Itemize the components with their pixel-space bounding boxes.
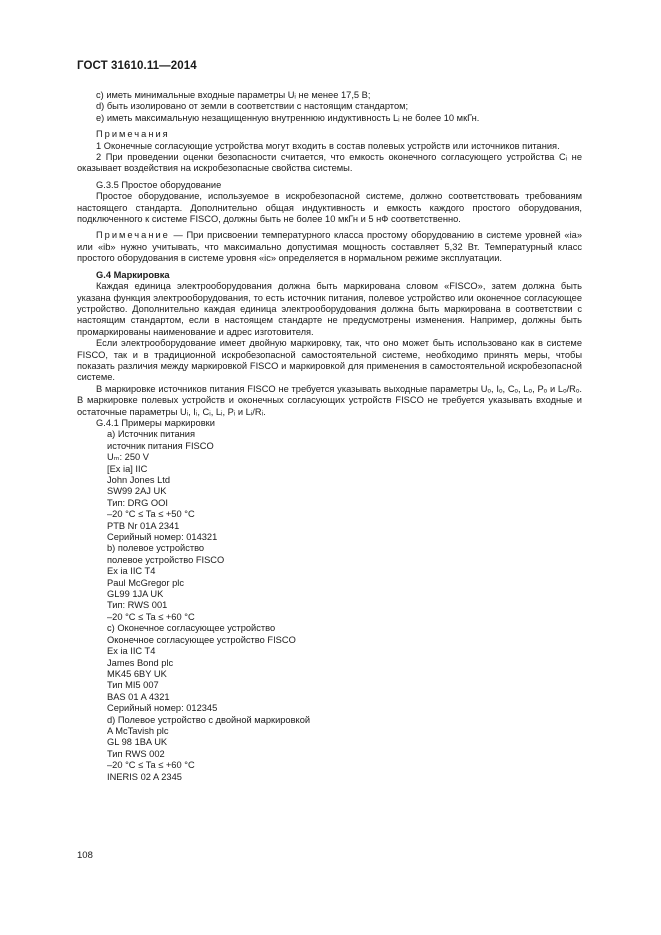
marking-line: –20 °С ≤ Ta ≤ +50 °С [107, 509, 195, 520]
marking-line: Paul McGregor plc [107, 577, 184, 588]
marking-line: John Jones Ltd [107, 475, 171, 485]
marking-examples [77, 429, 582, 783]
section-heading: G.4.1 Примеры маркировки [96, 417, 215, 428]
section-g4 [77, 270, 582, 418]
notes-title: Примечания [96, 129, 170, 140]
marking-line: GL 98 1BA UK [107, 737, 168, 748]
marking-line: INERIS 02 A 2345 [107, 771, 182, 782]
marking-line: b) полевое устройство [107, 543, 205, 554]
marking-line: [Ex ia] IIC [107, 463, 148, 474]
marking-line: Серийный номер: 014321 [107, 532, 218, 543]
marking-line: Ex ia IIC T4 [107, 646, 156, 657]
marking-line: полевое устройство FISCO [107, 554, 225, 565]
note-label: Примечание [96, 230, 170, 241]
notes-block [77, 129, 582, 175]
paragraph: Каждая единица электрооборудования должна быть маркирована словом «FISCO», затем должна быть указана функция электрооборудования, то есть источник питания, полевое устройство или оконечное согласующее устройство. Дополнительно каждая единица электрооборудования должна быть маркирована в соответствии с настоящим стандартом, если в настоящем стандарте не предусмотрены изменения. Например, должны быть промаркированы наименование и адрес изготовителя. [77, 281, 582, 337]
marking-line: Тип: RWS 001 [107, 600, 168, 611]
marking-line: PTB Nr 01A 2341 [107, 520, 180, 531]
note-item: 2 При проведении оценки безопасности считается, что емкость оконечного согласующего устройства Cᵢ не оказывает воздействия на искробезопасные свойства системы. [77, 152, 582, 174]
page-number: 108 [77, 850, 93, 861]
marking-line: d) Полевое устройство с двойной маркировкой [107, 714, 311, 725]
marking-line: GL99 1JA UK [107, 589, 164, 600]
marking-line: Тип RWS 002 [107, 748, 165, 759]
note-paragraph [77, 230, 582, 264]
marking-line: Ex ia IIC T4 [107, 566, 156, 577]
marking-line: BAS 01 A 4321 [107, 691, 170, 702]
page-header: ГОСТ 31610.11—2014 [77, 60, 197, 72]
marking-line: источник питания FISCO [107, 440, 214, 451]
list-item: d) быть изолировано от земли в соответствии с настоящим стандартом; [96, 101, 409, 112]
paragraph: Простое оборудование, используемое в искробезопасной системе, должно соответствовать требованиям настоящего стандарта. Дополнительно общая индуктивность и емкость каждого простого оборудования, подключенного к системе FISCO, должны быть не более 10 мкГн и 5 нФ соответственно. [77, 191, 582, 225]
section-g35 [77, 180, 582, 265]
marking-line: SW99 2AJ UK [107, 486, 167, 497]
marking-line: Тип: DRG OOI [107, 497, 168, 508]
marking-line: Тип MI5 007 [107, 680, 159, 691]
note-item: 1 Оконечные согласующие устройства могут входить в состав полевых устройств или источников питания. [96, 140, 560, 151]
list-item: c) иметь минимальные входные параметры Uᵢ не менее 17,5 В; [96, 90, 371, 100]
section-g41 [77, 418, 582, 783]
page-content [77, 90, 582, 783]
marking-line: Серийный номер: 012345 [107, 703, 218, 714]
marking-line: MK45 6BY UK [107, 668, 167, 679]
section-heading: G.4 Маркировка [96, 269, 170, 280]
marking-line: с) Оконечное согласующее устройство [107, 623, 276, 634]
marking-line: –20 °С ≤ Ta ≤ +60 °С [107, 611, 195, 622]
marking-line: –20 °С ≤ Ta ≤ +60 °С [107, 760, 195, 771]
requirements-list [77, 90, 582, 124]
paragraph: В маркировке источников питания FISCO не требуется указывать выходные параметры Uₒ, Iₒ, Cₒ, Lₒ, Pₒ и Lₒ/Rₒ. В маркировке полевых устройств и оконечных согласующих устройств FISCO не требуется указывать входные и остаточные параметры Uᵢ, Iᵢ, Cᵢ, Lᵢ, Pᵢ и Lᵢ/Rᵢ. [77, 383, 582, 417]
note-text: — При присвоении температурного класса простому оборудованию в системе уровней «ia» или «ib» нужно учитывать, что максимально допустимая мощность составляет 5,32 Вт. Температурный класс простого оборудования в системе уровня «ic» определяется в нормальном режиме эксплуатации. [77, 230, 582, 264]
list-item: e) иметь максимальную незащищенную внутреннюю индуктивность Lᵢ не более 10 мкГн. [96, 112, 480, 123]
marking-line: а) Источник питания [107, 429, 196, 440]
marking-line: A McTavish plc [107, 725, 169, 736]
section-heading: G.3.5 Простое оборудование [96, 179, 222, 190]
marking-line: Оконечное согласующее устройство FISCO [107, 634, 296, 645]
marking-line: Uₘ: 250 V [107, 452, 149, 463]
paragraph: Если электрооборудование имеет двойную маркировку, так, что оно может быть использовано как в системе FISCO, так и в традиционной искробезопасной самостоятельной системе, необходимо принять меры, чтобы показать различия между маркировкой FISCO и маркировкой для применения в самостоятельной искробезопасной системе. [77, 338, 582, 383]
marking-line: James Bond plc [107, 657, 174, 668]
